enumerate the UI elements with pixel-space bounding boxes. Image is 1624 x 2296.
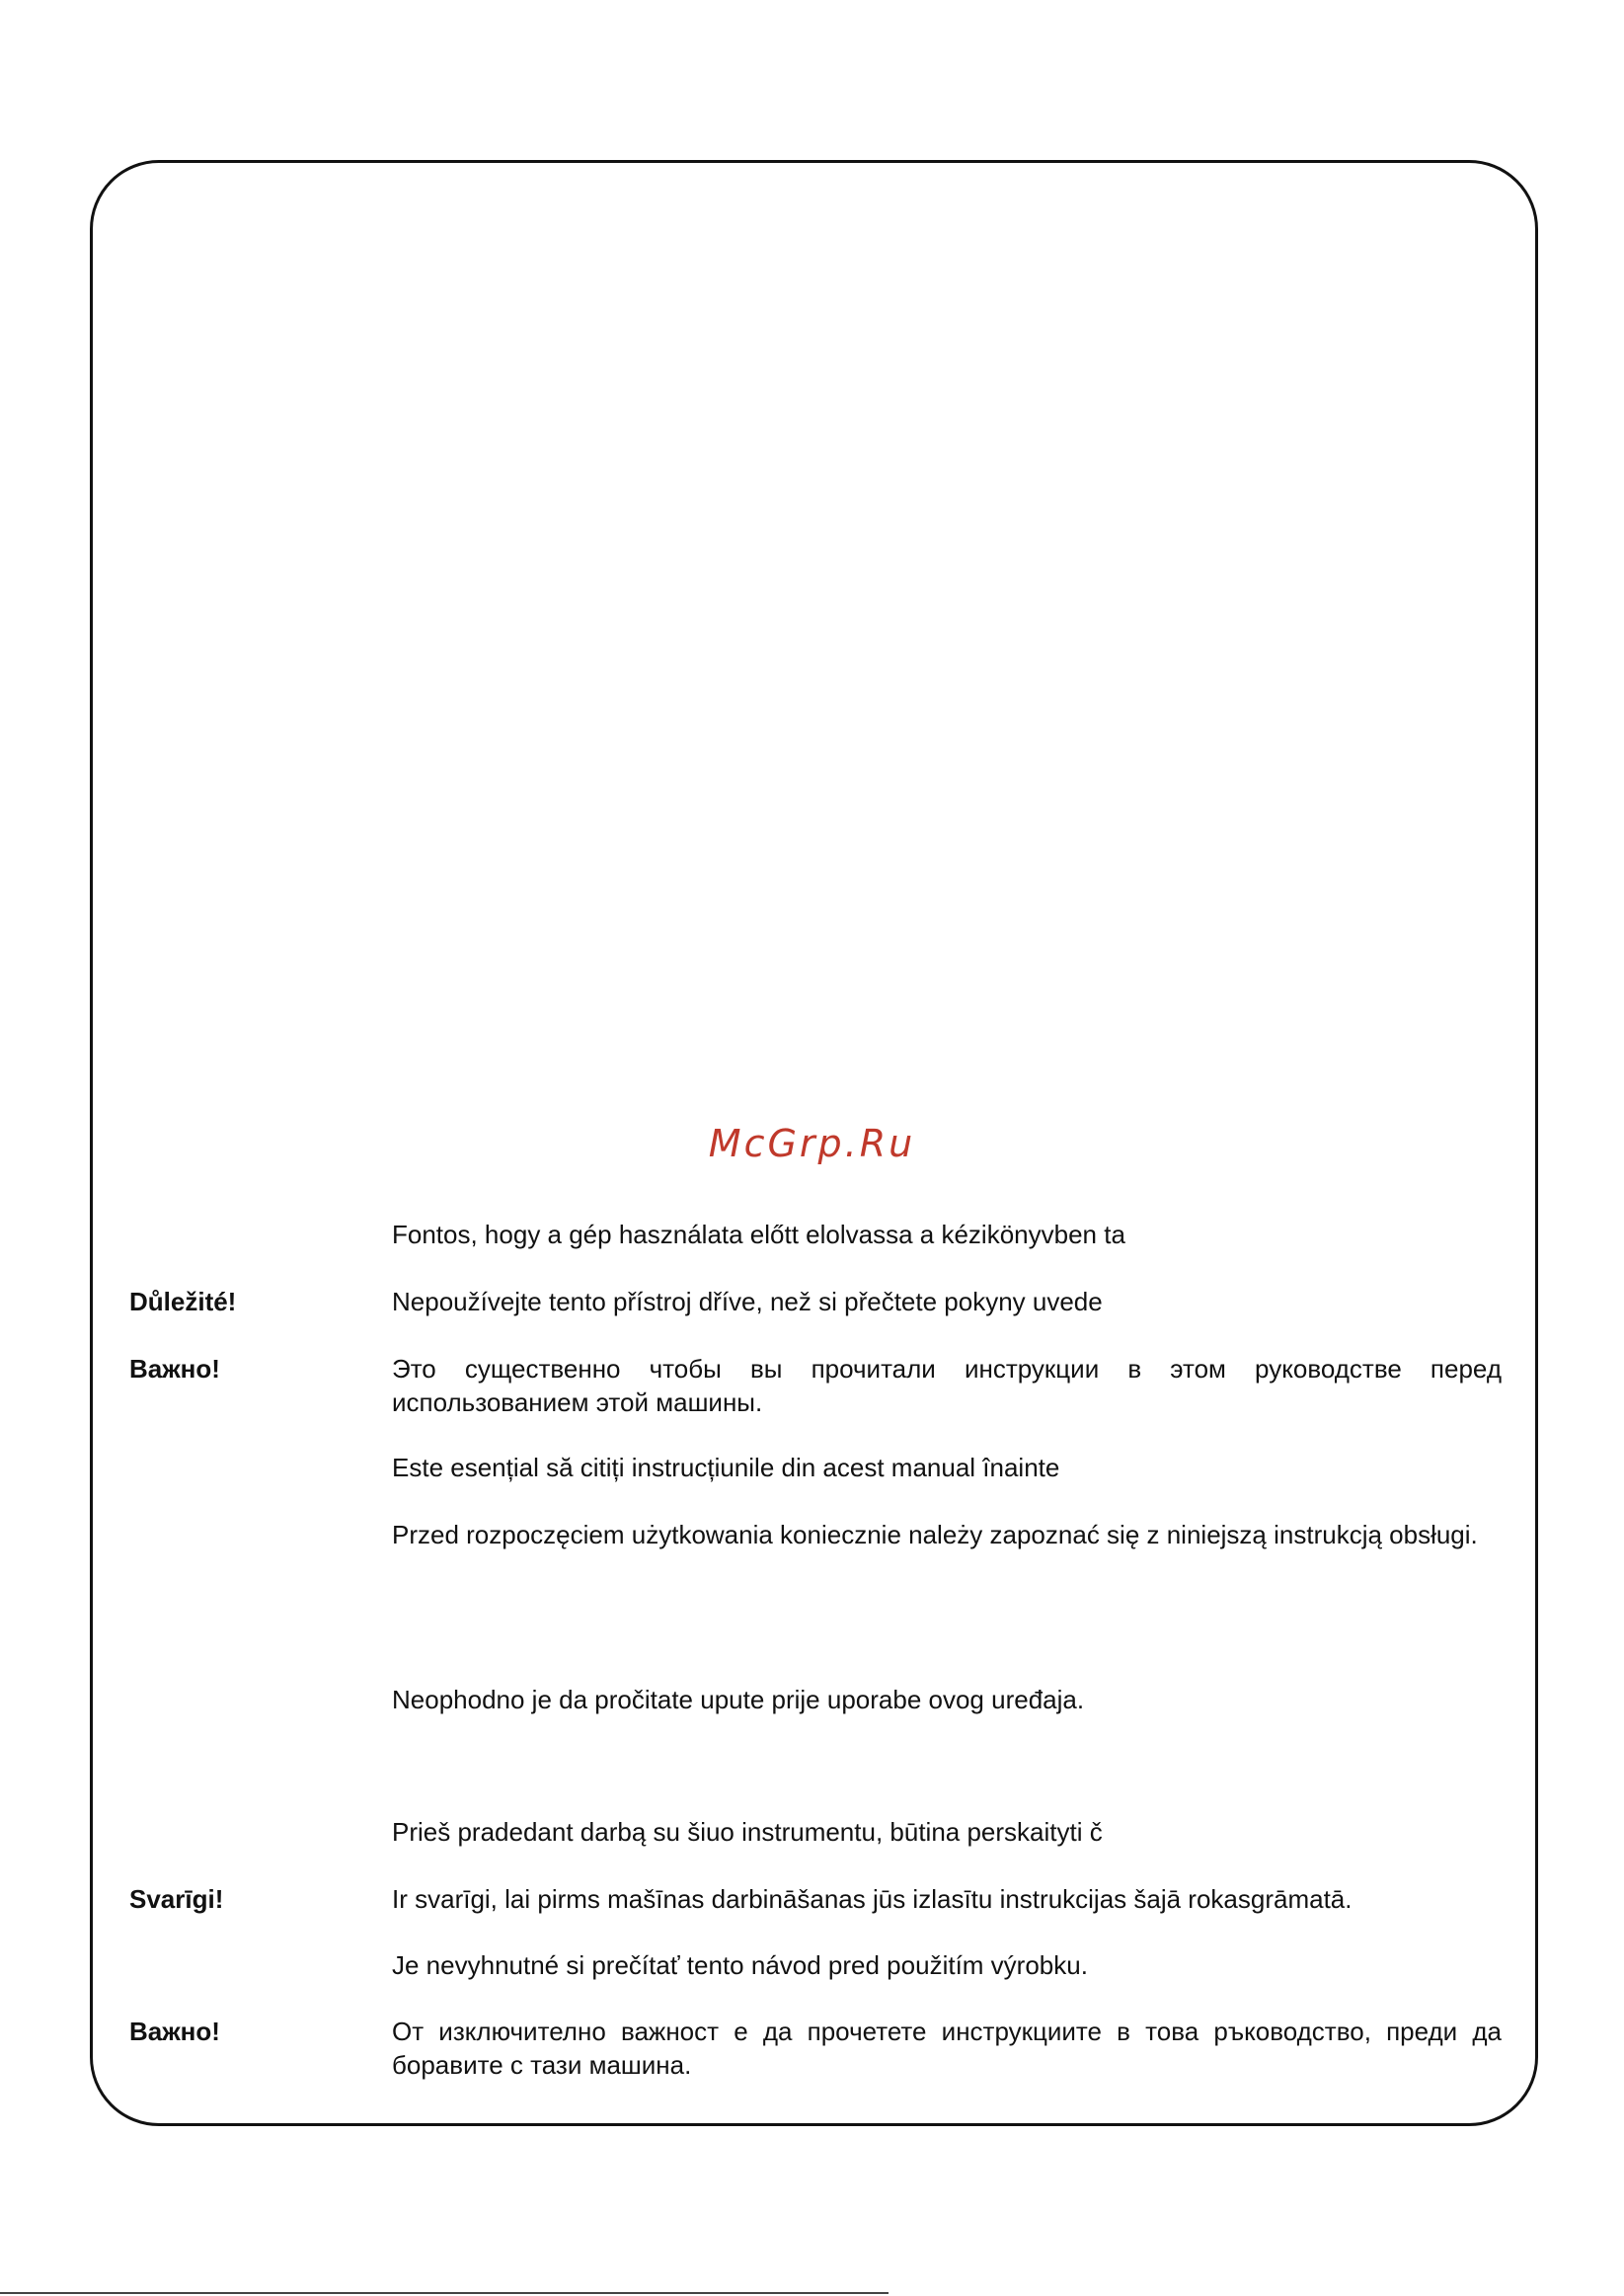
- notice-label: Svarīgi!: [129, 1884, 224, 1914]
- notice-text: Это существенно чтобы вы прочитали инструкции в этом руководстве перед использованием этой машины.: [392, 1354, 1502, 1417]
- watermark-text: McGrp.Ru: [708, 1122, 916, 1165]
- footer-rule: [0, 2292, 889, 2294]
- notice-text: Este esențial să citiți instrucțiunile din acest manual înainte: [392, 1453, 1060, 1482]
- notice-label: Důležité!: [129, 1287, 237, 1316]
- notice-text: Przed rozpoczęciem użytkowania koniecznie należy zapoznać się z niniejszą instrukcją obsługi.: [392, 1520, 1478, 1549]
- notice-text: Je nevyhnutné si prečítať tento návod pred použitím výrobku.: [392, 1950, 1088, 1980]
- notice-text: Fontos, hogy a gép használata előtt elolvassa a kézikönyvben ta: [392, 1220, 1125, 1249]
- notice-text: Prieš pradedant darbą su šiuo instrumentu, būtina perskaityti č: [392, 1817, 1103, 1847]
- notice-text: От изключително важност е да прочетете инструкциите в това ръководство, преди да боравите с тази машина.: [392, 2017, 1502, 2080]
- notice-text: Neophodno je da pročitate upute prije uporabe ovog uređaja.: [392, 1685, 1085, 1714]
- notice-label: Важно!: [129, 1354, 220, 1384]
- notice-text: Nepoužívejte tento přístroj dříve, než si přečtete pokyny uvede: [392, 1287, 1103, 1316]
- notice-label: Важно!: [129, 2017, 220, 2046]
- notice-text: Ir svarīgi, lai pirms mašīnas darbināšanas jūs izlasītu instrukcijas šajā rokasgrāmatā.: [392, 1884, 1353, 1914]
